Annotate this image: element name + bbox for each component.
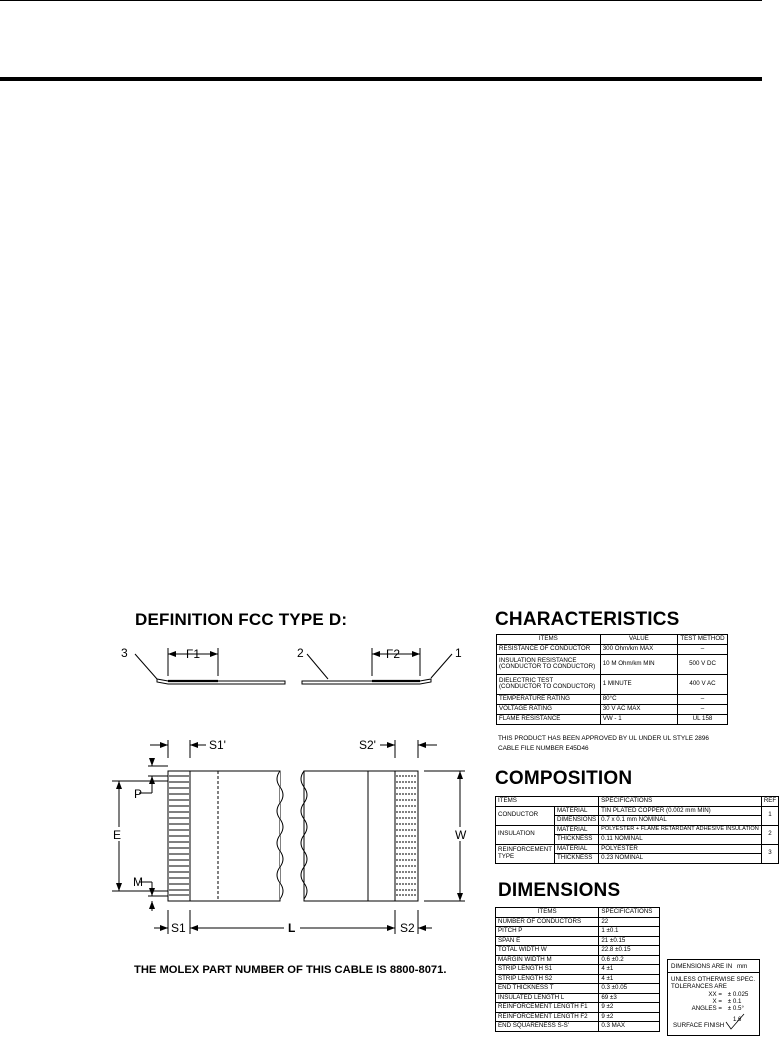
label-s2: S2 — [400, 921, 415, 935]
tolerance-divider — [668, 972, 759, 973]
char-header-value: VALUE — [600, 635, 677, 645]
ul-approval-note: THIS PRODUCT HAS BEEN APPROVED BY UL UNDER UL STYLE 2896 — [498, 735, 709, 742]
dim-item: REINFORCEMENT LENGTH F2 — [496, 1012, 599, 1022]
char-row-method: UL 158 — [678, 714, 728, 724]
callout-1: 1 — [455, 646, 462, 660]
char-row-method: – — [678, 644, 728, 654]
dim-value: 4 ±1 — [599, 965, 660, 975]
header-rule — [0, 77, 762, 81]
char-row-method: 400 V AC — [678, 674, 728, 694]
tolerance-value: ± 0.5° — [727, 1005, 744, 1012]
comp-attr: DIMENSIONS — [554, 816, 598, 826]
dim-value: 0.3 ±0.05 — [599, 984, 660, 994]
label-s1-prime: S1' — [209, 738, 226, 752]
definition-heading: DEFINITION FCC TYPE D: — [135, 610, 348, 629]
dim-item: NUMBER OF CONDUCTORS — [496, 917, 599, 927]
dim-value: 9 ±2 — [599, 1012, 660, 1022]
tolerance-key: X = — [712, 998, 722, 1005]
label-w: W — [455, 828, 467, 842]
dim-value: 4 ±1 — [599, 974, 660, 984]
char-row-item: VOLTAGE RATING — [497, 704, 601, 714]
callout-2: 2 — [297, 646, 304, 660]
dim-item: END THICKNESS T — [496, 984, 599, 994]
top-border — [0, 0, 762, 1]
dim-value: 1 ±0.1 — [599, 927, 660, 937]
label-e: E — [113, 828, 122, 842]
dim-header-items: ITEMS — [496, 908, 599, 918]
label-l: L — [288, 921, 296, 935]
units-row — [671, 963, 747, 970]
char-header-method: TEST METHOD — [678, 635, 728, 645]
char-row-value: 30 V AC MAX — [600, 704, 677, 714]
part-number-note: THE MOLEX PART NUMBER OF THIS CABLE IS 8800-8071. — [134, 964, 447, 976]
char-row-item: TEMPERATURE RATING — [497, 694, 601, 704]
dim-item: SPAN E — [496, 936, 599, 946]
tolerance-row — [696, 991, 756, 998]
tolerance-key: ANGLES = — [691, 1005, 722, 1012]
comp-ref: 1 — [761, 806, 778, 825]
surface-finish-symbol — [724, 1012, 754, 1032]
dim-item: TOTAL WIDTH W — [496, 946, 599, 956]
tolerance-block — [667, 959, 760, 1036]
comp-attr: MATERIAL — [554, 806, 598, 816]
surface-finish-value: 1.6 — [733, 1017, 742, 1023]
char-row-item: INSULATION RESISTANCE (CONDUCTOR TO CONDUCTOR) — [497, 654, 601, 674]
units-value: mm — [736, 963, 748, 970]
dim-value: 9 ±2 — [599, 1003, 660, 1013]
dim-item: STRIP LENGTH S2 — [496, 974, 599, 984]
callout-3: 3 — [121, 646, 128, 660]
char-row-value: 10 M Ohm/km MIN — [600, 654, 677, 674]
dim-item: INSULATED LENGTH L — [496, 993, 599, 1003]
char-row-item: DIELECTRIC TEST (CONDUCTOR TO CONDUCTOR) — [497, 674, 601, 694]
char-row-value: 80°C — [600, 694, 677, 704]
label-m: M — [133, 875, 143, 889]
tolerance-intro-1: UNLESS OTHERWISE SPEC. — [671, 976, 756, 983]
comp-value: TIN PLATED COPPER (0.002 mm MIN) — [599, 806, 762, 816]
dim-value: 21 ±0.15 — [599, 936, 660, 946]
comp-header-ref: REF — [761, 797, 778, 807]
comp-group-item: INSULATION — [496, 825, 555, 844]
dim-value: 22.8 ±0.15 — [599, 946, 660, 956]
comp-header-specs: SPECIFICATIONS — [599, 797, 762, 807]
comp-ref: 3 — [761, 844, 778, 863]
composition-table — [495, 796, 779, 864]
characteristics-heading: CHARACTERISTICS — [495, 609, 680, 630]
dimensions-table — [495, 907, 660, 1032]
comp-attr: MATERIAL — [554, 825, 598, 835]
dim-item: MARGIN WIDTH M — [496, 955, 599, 965]
label-s1: S1 — [171, 921, 186, 935]
dim-item: END SQUARENESS S-S' — [496, 1022, 599, 1032]
comp-value: POLYESTER + FLAME RETARDANT ADHESIVE INSULATION — [599, 825, 762, 835]
surface-finish-label: SURFACE FINISH — [673, 1022, 725, 1029]
char-row-value: 1 MINUTE — [600, 674, 677, 694]
comp-value: 0.7 x 0.1 mm NOMINAL — [599, 816, 762, 826]
leader-1 — [431, 654, 452, 678]
units-label: DIMENSIONS ARE IN — [671, 963, 733, 970]
tolerance-row — [673, 1005, 753, 1012]
tolerance-value: ± 0.025 — [727, 991, 749, 998]
char-header-items: ITEMS — [497, 635, 601, 645]
char-row-item: FLAME RESISTANCE — [497, 714, 601, 724]
label-s2-prime: S2' — [359, 738, 376, 752]
label-p: P — [134, 787, 143, 801]
conductor-lines-right — [396, 776, 417, 895]
comp-group-item: CONDUCTOR — [496, 806, 555, 825]
cable-file-note: CABLE FILE NUMBER E45D46 — [498, 745, 589, 752]
char-row-method: 500 V DC — [678, 654, 728, 674]
dim-value: 22 — [599, 917, 660, 927]
comp-value: 0.11 NOMINAL — [599, 835, 762, 845]
comp-group-item: REINFORCEMENT TYPE — [496, 844, 555, 863]
tolerance-value: ± 0.1 — [727, 998, 742, 1005]
comp-attr: MATERIAL — [554, 844, 598, 854]
label-f1: F1 — [186, 647, 201, 661]
dim-item: STRIP LENGTH S1 — [496, 965, 599, 975]
comp-ref: 2 — [761, 825, 778, 844]
cable-drawing — [0, 630, 490, 940]
char-row-value: VW - 1 — [600, 714, 677, 724]
label-f2: F2 — [386, 647, 401, 661]
char-row-method: – — [678, 704, 728, 714]
composition-heading: COMPOSITION — [495, 768, 633, 789]
char-row-method: – — [678, 694, 728, 704]
tolerance-row — [696, 998, 756, 1005]
leader-3 — [135, 654, 157, 679]
comp-attr: THICKNESS — [554, 835, 598, 845]
comp-attr: THICKNESS — [554, 854, 598, 864]
conductor-lines-left — [169, 776, 189, 895]
tolerance-key: XX = — [708, 991, 722, 998]
char-row-item: RESISTANCE OF CONDUCTOR — [497, 644, 601, 654]
dim-item: PITCH P — [496, 927, 599, 937]
dim-value: 0.3 MAX — [599, 1022, 660, 1032]
char-row-value: 300 Ohm/km MAX — [600, 644, 677, 654]
leader-2 — [307, 654, 328, 679]
dim-header-specs: SPECIFICATIONS — [599, 908, 660, 918]
comp-value: POLYESTER — [599, 844, 762, 854]
dimensions-heading: DIMENSIONS — [498, 880, 621, 901]
characteristics-table — [496, 634, 728, 725]
dim-value: 0.6 ±0.2 — [599, 955, 660, 965]
dim-item: REINFORCEMENT LENGTH F1 — [496, 1003, 599, 1013]
comp-header-items: ITEMS — [496, 797, 599, 807]
dim-value: 69 ±3 — [599, 993, 660, 1003]
comp-value: 0.23 NOMINAL — [599, 854, 762, 864]
tolerance-intro-2: TOLERANCES ARE — [671, 983, 727, 990]
